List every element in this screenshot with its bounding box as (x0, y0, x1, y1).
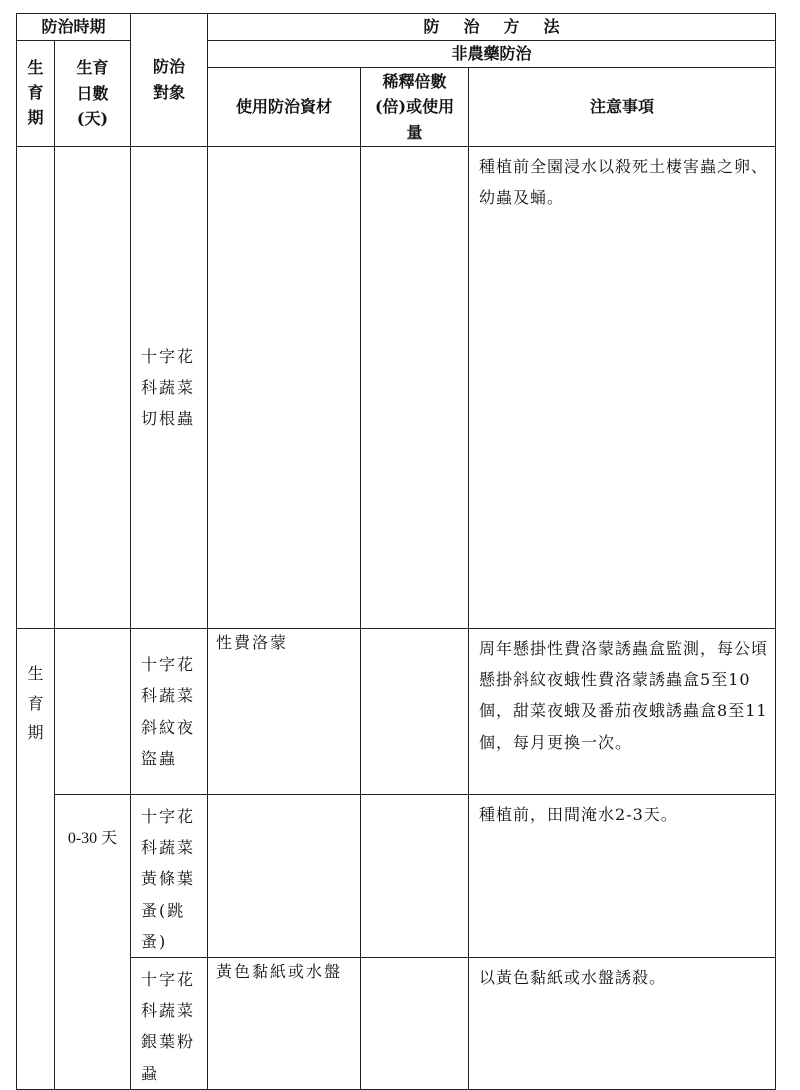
stage-cell: 生育期 (17, 629, 55, 1090)
target-cell (131, 795, 208, 958)
days-cell-empty (55, 147, 131, 629)
table-row (17, 147, 776, 629)
header-notes: 注意事項 (469, 68, 776, 147)
target-text: 十字花科蔬菜切根蟲 (141, 346, 196, 429)
material-cell (208, 957, 361, 1089)
table-row (17, 957, 776, 1089)
header-row-1 (17, 14, 776, 41)
notes-cell (469, 629, 776, 795)
header-non-pesticide: 非農藥防治 (208, 41, 776, 68)
material-text: 黃色黏紙或水盤 (216, 961, 343, 981)
header-stage: 生育期 (17, 41, 55, 147)
notes-text: 種植前，田間淹水2-3天。 (479, 805, 678, 824)
dilution-cell (361, 957, 469, 1089)
header-days: 生育日數(天) (55, 41, 131, 147)
dilution-cell (361, 147, 469, 629)
notes-text: 種植前全園浸水以殺死土棲害蟲之卵、幼蟲及蛹。 (479, 157, 769, 208)
table-row (17, 795, 776, 958)
days-value: 0-30 天 (67, 830, 118, 847)
notes-cell (469, 147, 776, 629)
target-text: 十字花科蔬菜斜紋夜盜蟲 (141, 655, 196, 768)
notes-cell (469, 795, 776, 958)
pest-control-table (16, 13, 776, 1090)
material-text: 性費洛蒙 (216, 633, 289, 652)
target-text: 十字花科蔬菜黃條葉蚤(跳蚤) (141, 807, 196, 951)
header-target: 防治對象 (131, 14, 208, 147)
header-material: 使用防治資材 (208, 68, 361, 147)
material-cell (208, 795, 361, 958)
header-row-2 (17, 41, 776, 68)
notes-text: 周年懸掛性費洛蒙誘蟲盒監測，每公頃懸掛斜紋夜蛾性費洛蒙誘蟲盒5至10個，甜菜夜蛾及番茄夜蛾誘蟲盒8至11個，每月更換一次。 (479, 639, 769, 752)
table-row (17, 629, 776, 795)
target-cell (131, 147, 208, 629)
target-cell (131, 957, 208, 1089)
header-method: 防治方法 (208, 14, 776, 41)
material-cell (208, 629, 361, 795)
target-cell (131, 629, 208, 795)
days-cell (55, 795, 131, 1090)
header-dilution: 稀釋倍數(倍)或使用量 (361, 68, 469, 147)
notes-cell (469, 957, 776, 1089)
days-cell-upper (55, 629, 131, 795)
dilution-cell (361, 629, 469, 795)
notes-text: 以黃色黏紙或水盤誘殺。 (479, 967, 667, 987)
material-cell (208, 147, 361, 629)
stage-cell-empty (17, 147, 55, 629)
dilution-cell (361, 795, 469, 958)
header-period-group: 防治時期 (17, 14, 131, 41)
target-text: 十字花科蔬菜銀葉粉蝨 (141, 969, 196, 1083)
